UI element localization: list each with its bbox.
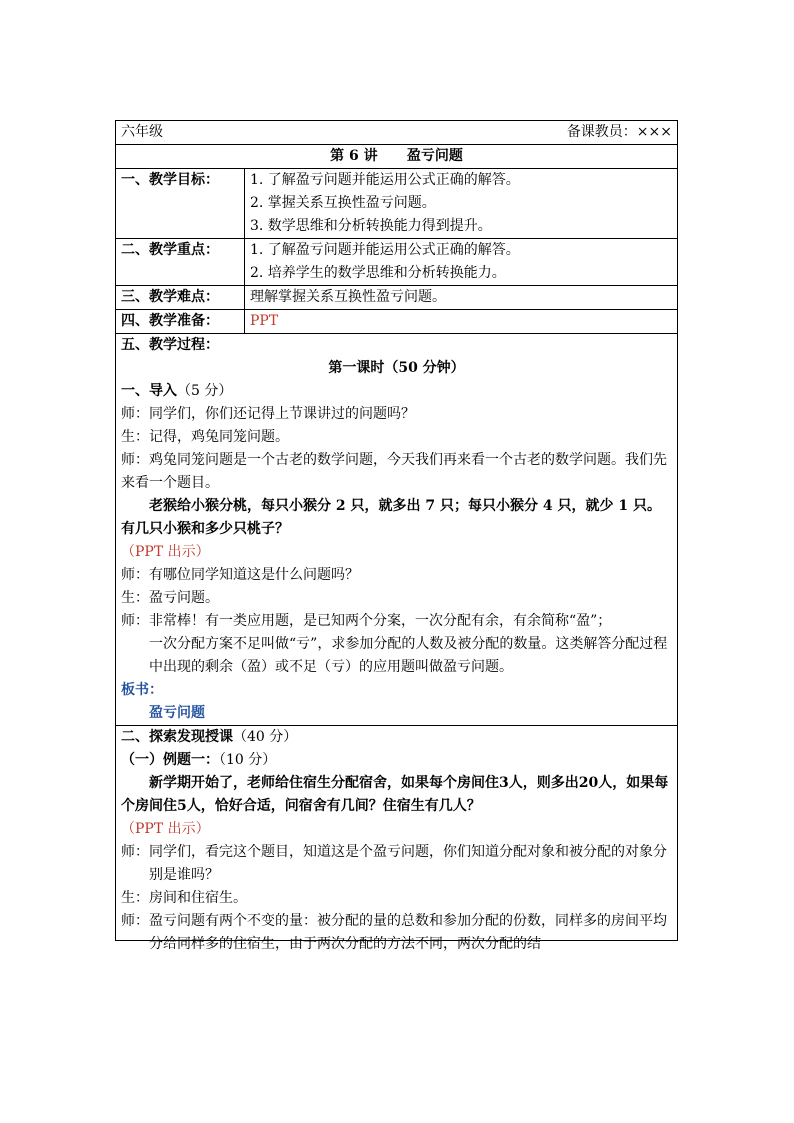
explanation-text: 一次分配方案不足叫做“亏”，求参加分配的人数及被分配的数量。这类解答分配过程中出现的剩余（盈）或不足（亏）的应用题叫做盈亏问题。 — [149, 636, 668, 675]
problem-text: 老猴给小猴分桃，每只小猴分 2 只，就多出 7 只；每只小猴分 4 只，就少 1 只。有几只小猴和多少只桃子？ — [121, 498, 661, 537]
lesson-plan-table — [115, 120, 678, 952]
dialogue-line: 师：盈亏问题有两个不变的量：被分配的量的总数和参加分配的份数，同样多的房间平均分给同样多的住宿生，由于两次分配的方法不同，两次分配的结 — [121, 913, 667, 952]
grade-label: 六年级 — [121, 124, 163, 140]
header-cell — [116, 121, 678, 145]
board-label: 板书： — [121, 682, 163, 698]
key-points-label: 二、教学重点： — [116, 239, 245, 286]
dialogue-line: 生：房间和住宿生。 — [121, 890, 247, 906]
ppt-note: （PPT 出示） — [121, 821, 210, 837]
process-row — [116, 334, 678, 726]
goal-item: 3. 数学思维和分析转换能力得到提升。 — [250, 218, 492, 234]
example-heading: （一）例题一：（10 分） — [121, 752, 277, 768]
process-title: 五、教学过程： — [121, 337, 219, 353]
key-point-item: 1. 了解盈亏问题并能运用公式正确的解答。 — [250, 242, 520, 258]
example-problem: 新学期开始了，老师给住宿生分配宿舍，如果每个房间住3人，则多出20人，如果每个房间住5人，恰好合适，问宿舍有几间？住宿生有几人？ — [121, 775, 669, 814]
key-point-item: 2. 培养学生的数学思维和分析转换能力。 — [250, 265, 506, 281]
process-cell — [116, 334, 678, 726]
explore-content — [121, 726, 672, 952]
dialogue-line: 师：有哪位同学知道这是什么问题吗？ — [121, 567, 359, 583]
board-text: 盈亏问题 — [149, 705, 205, 721]
difficulty-row — [116, 286, 678, 310]
difficulty-label: 三、教学难点： — [116, 286, 245, 310]
goals-row — [116, 169, 678, 239]
dialogue-line: 生：记得，鸡兔同笼问题。 — [121, 429, 289, 445]
key-points-content — [245, 239, 678, 286]
prep-content: PPT — [245, 310, 678, 334]
dialogue-line: 师：非常棒！有一类应用题，是已知两个分案，一次分配有余，有余简称“盈”； — [121, 613, 612, 629]
goal-item: 1. 了解盈亏问题并能运用公式正确的解答。 — [250, 172, 520, 188]
prep-label: 四、教学准备： — [116, 310, 245, 334]
goals-content — [245, 169, 678, 239]
dialogue-line: 生：盈亏问题。 — [121, 590, 219, 606]
key-points-row — [116, 239, 678, 286]
goal-item: 2. 掌握关系互换性盈亏问题。 — [250, 195, 436, 211]
lesson-title: 第 6 讲 盈亏问题 — [116, 145, 678, 169]
period-title: 第一课时（50 分钟） — [328, 360, 465, 376]
explore-row — [116, 726, 678, 941]
dialogue-line: 师：同学们，看完这个题目，知道这是个盈亏问题，你们知道分配对象和被分配的对象分别是谁吗？ — [121, 844, 667, 883]
dialogue-line: 师：鸡兔同笼问题是一个古老的数学问题，今天我们再来看一个古老的数学问题。我们先来看一个题目。 — [121, 452, 667, 491]
intro-heading: 一、导入（5 分） — [121, 383, 233, 399]
difficulty-content: 理解掌握关系互换性盈亏问题。 — [245, 286, 678, 310]
dialogue-line: 师：同学们，你们还记得上节课讲过的问题吗？ — [121, 406, 415, 422]
goals-label: 一、教学目标： — [116, 169, 245, 239]
explore-heading: 二、探索发现授课（40 分） — [121, 729, 298, 745]
ppt-note: （PPT 出示） — [121, 544, 210, 560]
title-row — [116, 145, 678, 169]
explore-cell — [116, 726, 678, 952]
teacher-label: 备课教员：××× — [566, 124, 673, 140]
header-row — [116, 121, 678, 145]
prep-row — [116, 310, 678, 334]
